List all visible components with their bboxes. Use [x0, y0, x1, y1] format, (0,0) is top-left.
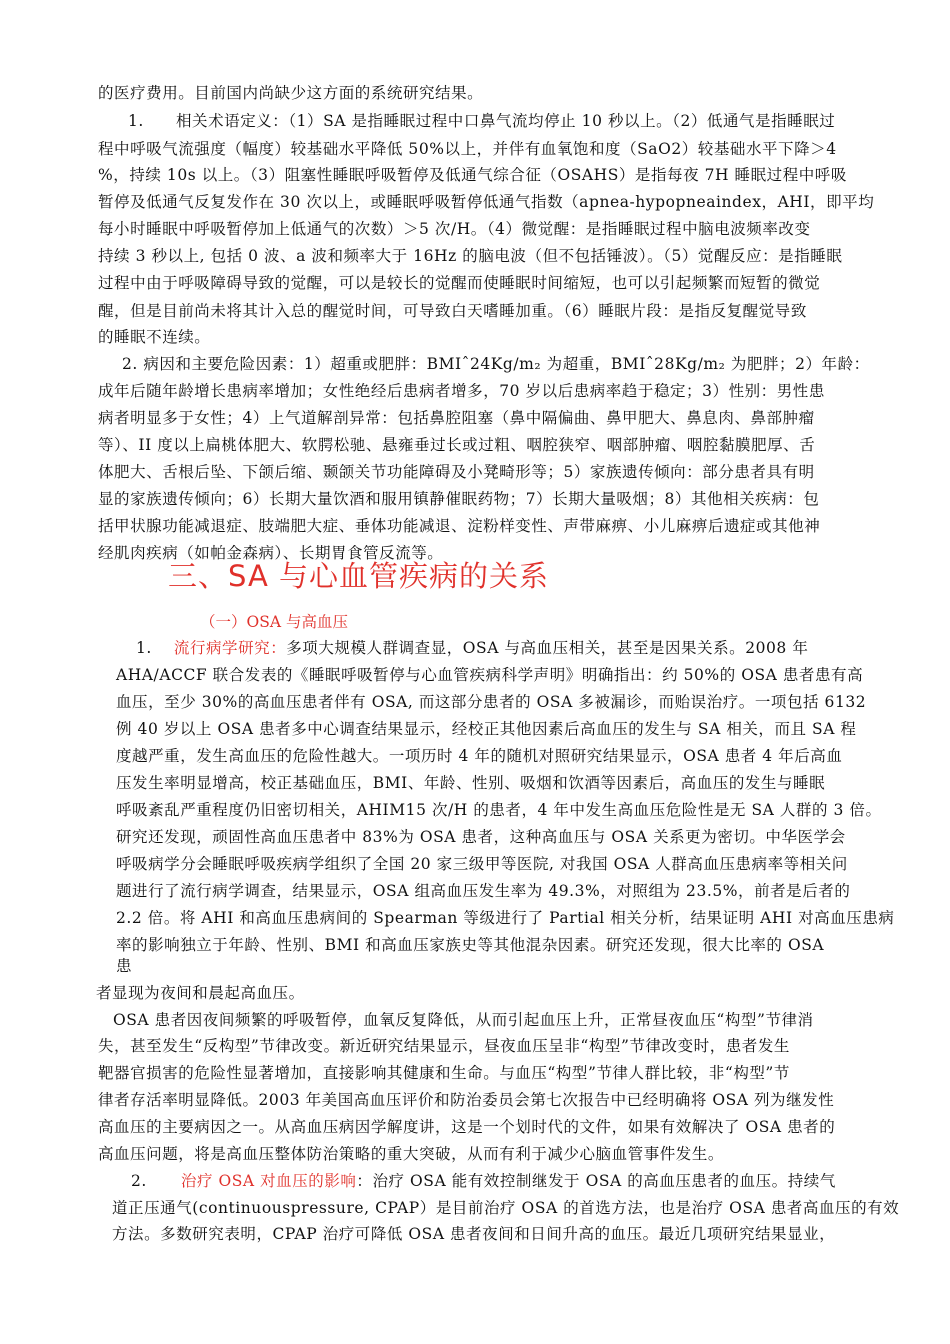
text-line: 2.2 倍。将 AHI 和高血压患病间的 Spearman 等级进行了 Partial 相关分析，结果证明 AHI 对高血压患病: [116, 909, 895, 927]
text-line: 度越严重，发生高血压的危险性越大。一项历时 4 年的随机对照研究结果显示，OSA 患者 4 年后高血: [116, 747, 843, 765]
text-line: 过程中由于呼吸障碍导致的觉醒，可以是较长的觉醒而使睡眠时间缩短，也可以引起频繁而短暂的微觉: [98, 274, 821, 292]
text-line: 1. 相关术语定义：（1）SA 是指睡眠过程中口鼻气流均停止 10 秒以上。（2）低通气是指睡眠过: [128, 112, 836, 130]
item-number: 1.: [136, 639, 152, 657]
text-line: 道正压通气(continuouspressure, CPAP）是目前治疗 OSA 的首选方法，也是治疗 OSA 患者高血压的有效: [112, 1199, 900, 1217]
text-line: 方法。多数研究表明，CPAP 治疗可降低 OSA 患者夜间和日间升高的血压。最近几项研究结果显业，: [112, 1225, 836, 1243]
text-line: OSA 患者因夜间频繁的呼吸暂停，血氧反复降低，从而引起血压上升，正常昼夜血压“构型”节律消: [113, 1011, 814, 1029]
text-line: 压发生率明显增高，校正基础血压，BMI、年龄、性别、吸烟和饮酒等因素后，高血压的发生与睡眠: [116, 774, 826, 792]
text-line: 患: [116, 957, 133, 975]
text-line: 经肌肉疾病（如帕金森病）、长期胃食管反流等。: [98, 544, 444, 562]
text-line: 题进行了流行病学调查，结果显示，OSA 组高血压发生率为 49.3%，对照组为 23.5%，前者是后者的: [116, 882, 851, 900]
text-line: 显的家族遗传倾向；6）长期大量饮酒和服用镇静催眠药物；7）长期大量吸烟；8）其他相关疾病：包: [98, 490, 820, 508]
item-text: ：治疗 OSA 能有效控制继发于 OSA 的高血压患者的血压。持续气: [356, 1172, 836, 1190]
text-line: 暂停及低通气反复发作在 30 次以上，或睡眠呼吸暂停低通气指数（apnea-hypopneaindex，AHI，即平均: [98, 193, 875, 211]
text-line: 率的影响独立于年龄、性别、BMI 和高血压家族史等其他混杂因素。研究还发现，很大比率的 OSA: [116, 936, 825, 954]
text-line: 体肥大、舌根后坠、下颌后缩、颞颌关节功能障碍及小凳畸形等；5）家族遗传倾向：部分患者具有明: [98, 463, 815, 481]
text-line: 呼吸病学分会睡眠呼吸疾病学组织了全国 20 家三级甲等医院, 对我国 OSA 人群高血压患病率等相关问: [116, 855, 848, 873]
text-line: 等）、II 度以上扁桃体肥大、软腭松驰、悬雍垂过长或过粗、咽腔狭窄、咽部肿瘤、咽腔黏膜肥厚、舌: [98, 436, 816, 454]
text-line: 持续 3 秒以上, 包括 0 波、a 波和频率大于 16Hz 的脑电波（但不包括锤波）。（5）觉醒反应：是指睡眠: [98, 247, 843, 265]
text-line: 2. 病因和主要危险因素：1）超重或肥胖：BMIˆ24Kg/m₂ 为超重，BMIˆ28Kg/m₂ 为肥胖；2）年龄：: [122, 355, 870, 373]
text-line: 研究还发现，顽固性高血压患者中 83%为 OSA 患者，这种高血压与 OSA 关系更为密切。中华医学会: [116, 828, 846, 846]
text-line: 血压，至少 30%的高血压患者伴有 OSA, 而这部分患者的 OSA 多被漏诊，而贻误治疗。一项包括 6132: [116, 693, 867, 711]
text-line: 每小时睡眠中呼吸暂停加上低通气的次数）＞5 次/H。（4）微觉醒：是指睡眠过程中脑电波频率改变: [98, 220, 811, 238]
text-line: 括甲状腺功能减退症、肢端肥大症、垂体功能减退、淀粉样变性、声带麻痹、小儿麻痹后遗症或其他神: [98, 517, 821, 535]
subsection-heading: （一）OSA 与高血压: [200, 613, 348, 631]
text-line: 靶器官损害的危险性显著增加，直接影响其健康和生命。与血压“构型”节律人群比较，非“构型”节: [98, 1064, 790, 1082]
item-text: 多项大规模人群调查显，OSA 与高血压相关，甚至是因果关系。2008 年: [286, 639, 809, 657]
text-line: 的睡眠不连续。: [98, 328, 211, 346]
text-line: 例 40 岁以上 OSA 患者多中心调查结果显示，经校正其他因素后高血压的发生与 SA 相关，而且 SA 程: [116, 720, 857, 738]
text-line: [131, 1171, 836, 1191]
text-line: 失，甚至发生“反构型”节律改变。新近研究结果显示，昼夜血压呈非“构型”节律改变时，患者发生: [98, 1037, 790, 1055]
text-line: 高血压问题，将是高血压整体防治策略的重大突破，从而有利于减少心脑血管事件发生。: [98, 1145, 724, 1163]
text-line: 律者存活率明显降低。2003 年美国高血压评价和防治委员会第七次报告中已经明确将 OSA 列为继发性: [98, 1091, 835, 1109]
text-line: 的医疗费用。目前国内尚缺少这方面的系统研究结果。: [98, 84, 484, 102]
text-line: 病者明显多于女性；4）上气道解剖异常：包括鼻腔阻塞（鼻中隔偏曲、鼻甲肥大、鼻息肉、鼻部肿瘤: [98, 409, 815, 427]
item-number: 2.: [131, 1172, 147, 1190]
text-line: AHA/ACCF 联合发表的《睡眠呼吸暂停与心血管疾病科学声明》明确指出：约 50%的 OSA 患者患有高: [116, 666, 864, 684]
text-line: 呼吸紊乱严重程度仍旧密切相关，AHIM15 次/H 的患者，4 年中发生高血压危险性是无 SA 人群的 3 倍。: [116, 801, 882, 819]
text-line: %，持续 10s 以上。（3）阻塞性睡眠呼吸暂停及低通气综合征（OSAHS）是指每夜 7H 睡眠过程中呼吸: [98, 166, 847, 184]
item-title: 治疗 OSA 对血压的影响: [180, 1172, 357, 1190]
section-heading: 三、SA 与心血管疾病的关系: [168, 559, 550, 593]
text-line: 醒，但是目前尚未将其计入总的醒觉时间，可导致白天嗜睡加重。（6）睡眠片段：是指反复醒觉导致: [98, 302, 807, 320]
text-line: 成年后随年龄增长患病率增加；女性绝经后患病者增多，70 岁以后患病率趋于稳定；3）性别：男性患: [98, 382, 825, 400]
text-line: 者显现为夜间和晨起高血压。: [96, 984, 305, 1002]
text-line: 高血压的主要病因之一。从高血压病因学解度讲，这是一个划时代的文件，如果有效解决了 OSA 患者的: [98, 1118, 836, 1136]
item-title: 流行病学研究：: [173, 639, 287, 657]
text-line: 程中呼吸气流强度（幅度）较基础水平降低 50%以上，并伴有血氧饱和度（SaO2）较基础水平下降＞4: [98, 140, 837, 158]
text-line: [136, 638, 808, 658]
